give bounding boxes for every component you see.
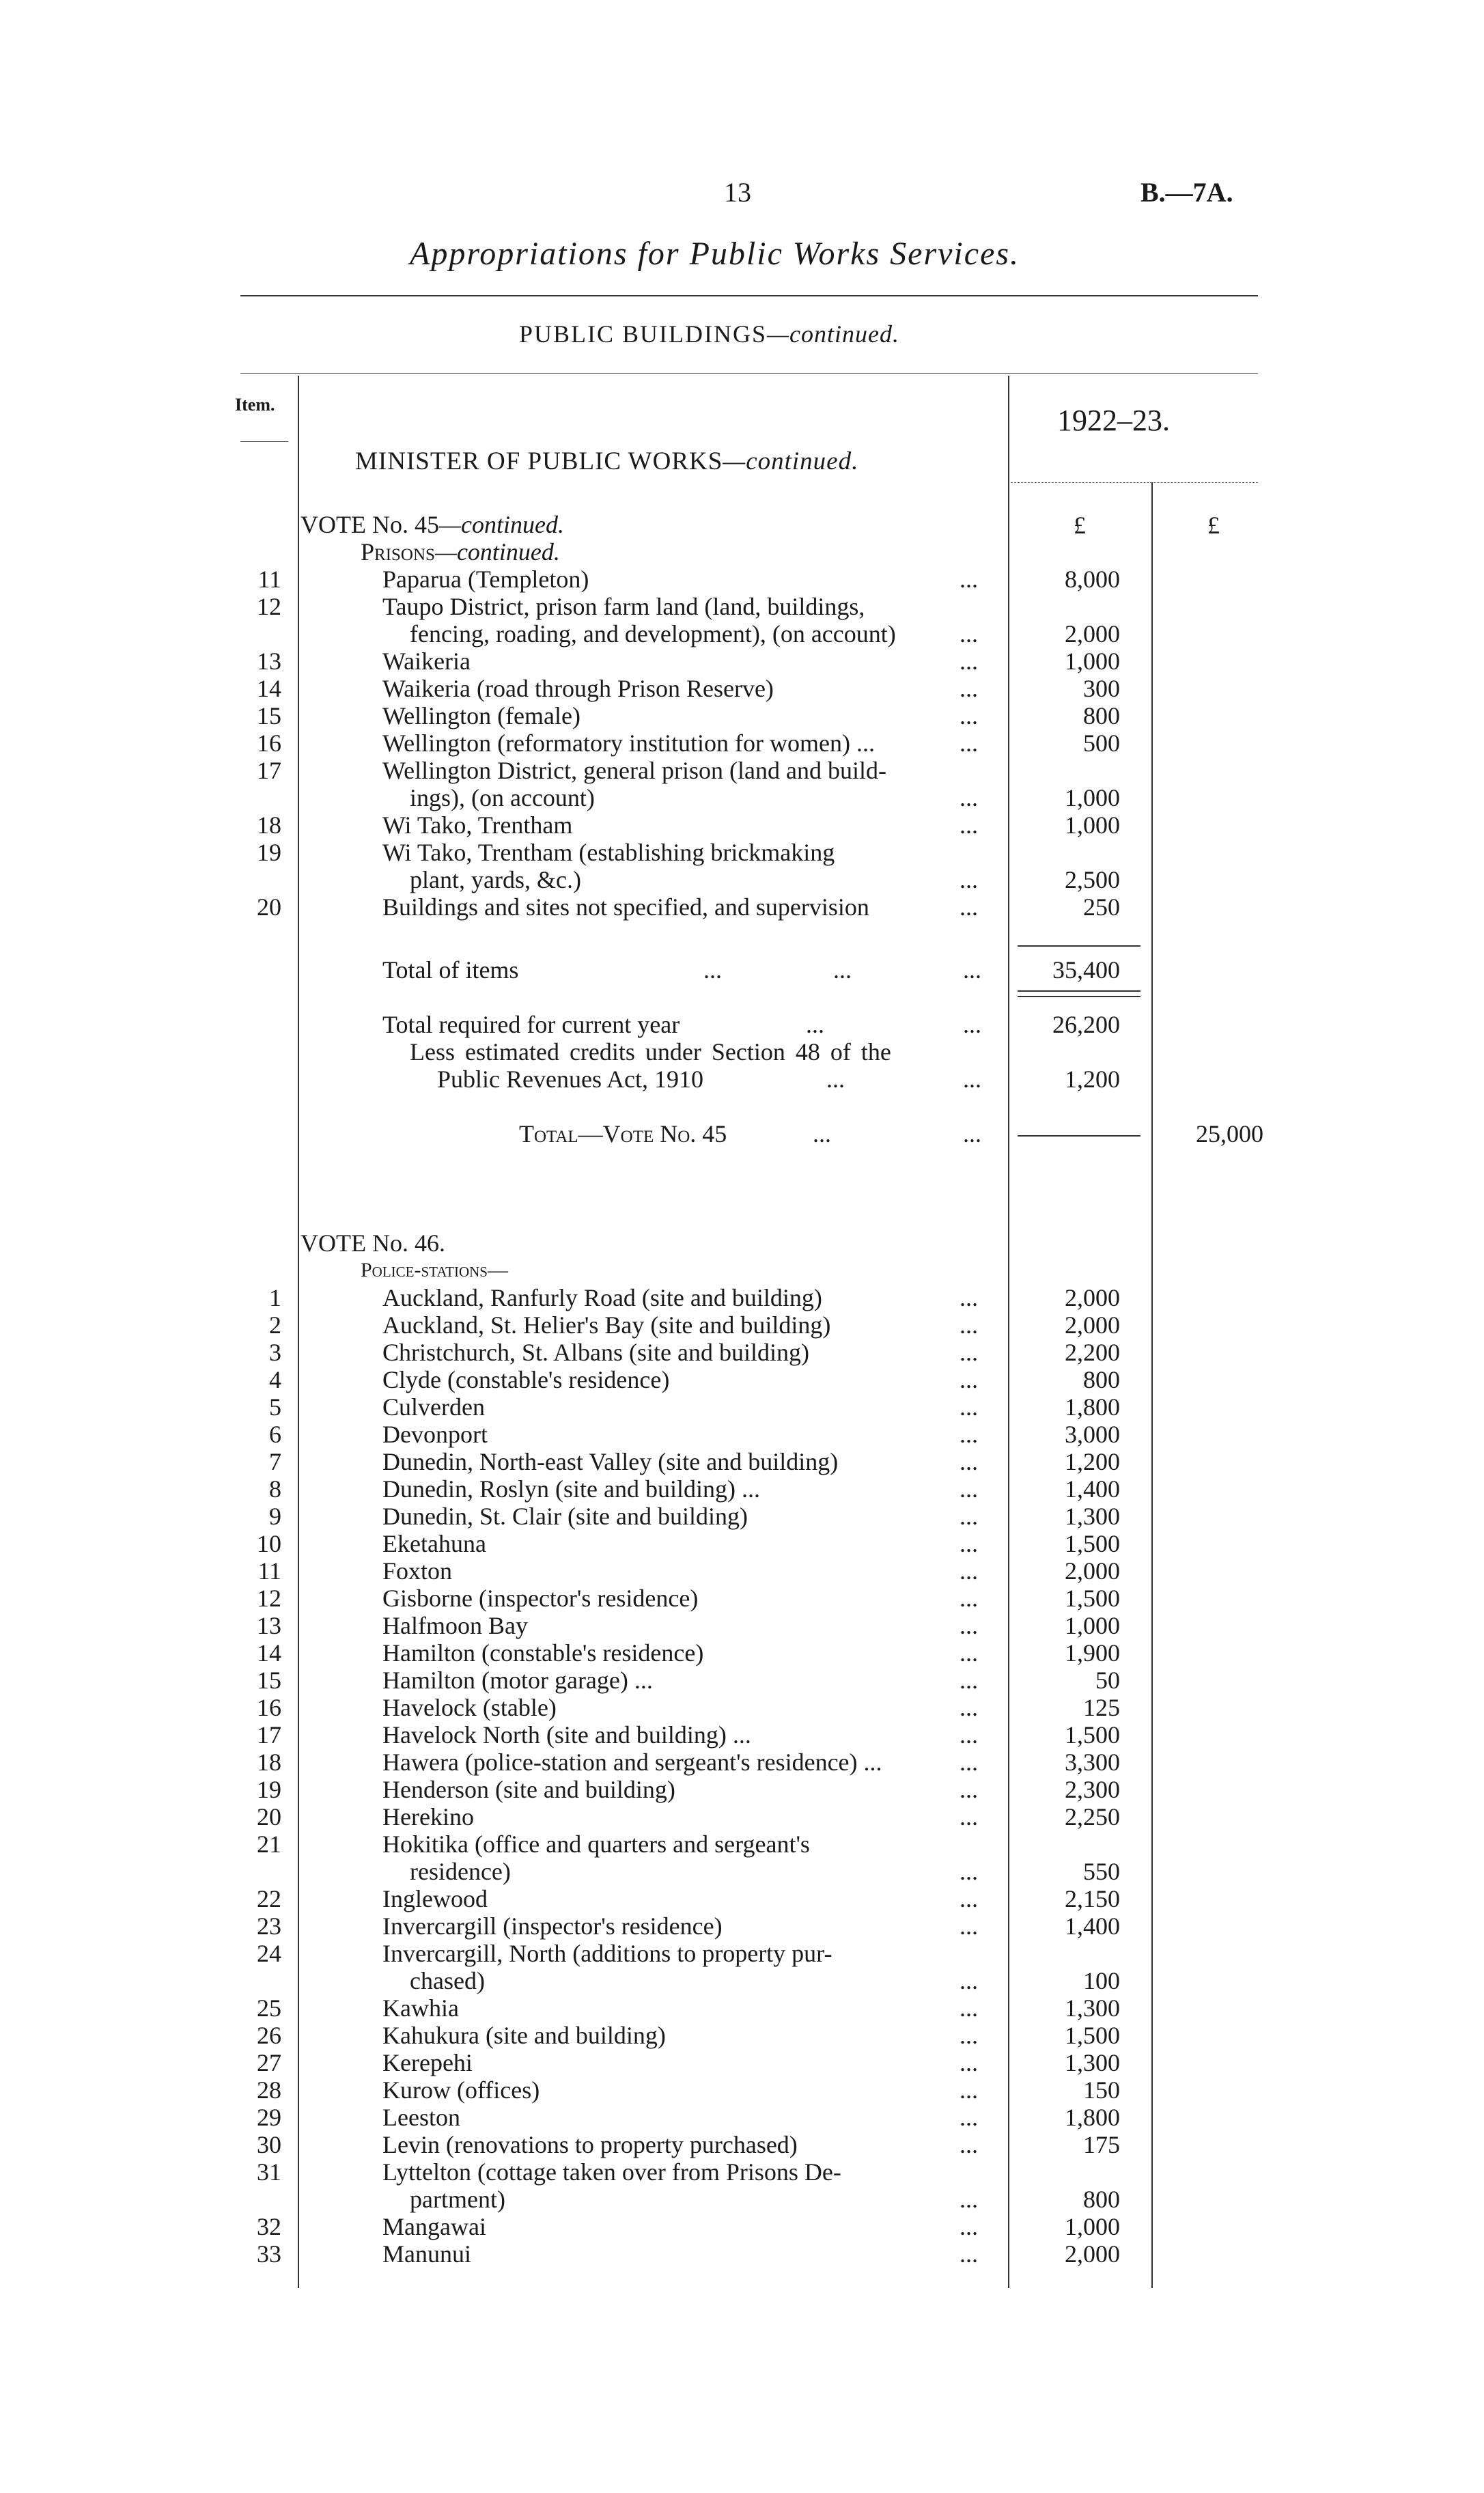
vote46-item-description: Invercargill, North (additions to property pur- [382,1940,832,1967]
vote46-item-amount: 1,300 [1065,1503,1120,1530]
vote46-item-number: 15 [257,1667,281,1694]
vote46-item-number: 29 [257,2104,281,2131]
vote46-item-number: 3 [269,1339,281,1366]
vote46-item-amount: 2,150 [1065,1885,1120,1912]
vote46-item-description: Leeston [382,2104,460,2131]
vote45-item-number: 11 [257,566,281,593]
item-header-rule [240,441,288,442]
vote46-item-description: Eketahuna [382,1530,486,1557]
vote46-item-number: 1 [269,1284,281,1311]
vote45-item-description: Waikeria (road through Prison Reserve) [382,675,774,702]
vote45-heading: VOTE No. 45—continued. [300,511,564,538]
less-label-2: Public Revenues Act, 1910 [437,1066,703,1093]
vote46-leader-dots: ... [960,1421,978,1448]
vote46-item-number: 2 [269,1311,281,1339]
vote46-leader-dots: ... [960,1311,978,1339]
vote46-item-amount: 1,300 [1065,1994,1120,2022]
vote46-item-amount: 550 [1083,1858,1120,1885]
currency-symbol-2: £ [1207,512,1220,539]
vote46-item-amount: 1,400 [1065,1475,1120,1503]
year-column-header: 1922–23. [1057,404,1170,437]
vote46-item-description: Kawhia [382,1994,459,2022]
vote45-item-amount: 1,000 [1065,811,1120,839]
subtotal-rule-1 [1018,945,1140,947]
vote46-leader-dots: ... [960,2186,978,2213]
vote45-item-amount: 300 [1083,675,1120,702]
vote46-item-description: Auckland, St. Helier's Bay (site and building) [382,1311,831,1339]
vote46-leader-dots: ... [960,2022,978,2049]
subtotal-rule-2 [1018,990,1140,992]
vote46-item-amount: 2,000 [1065,1311,1120,1339]
vote46-item-description: Devonport [382,1421,488,1448]
vote46-item-description: Hawera (police-station and sergeant's residence) ... [382,1749,882,1776]
year-header-rule [1011,482,1258,483]
vote46-item-description: Henderson (site and building) [382,1776,675,1803]
item-column-header: Item. [235,395,275,415]
vote46-leader-dots: ... [960,2104,978,2131]
vote46-item-amount: 1,800 [1065,2104,1120,2131]
vote45-leader-dots: ... [960,647,978,675]
vote46-leader-dots: ... [960,1530,978,1557]
vote46-item-number: 30 [257,2131,281,2158]
vote46-item-number: 27 [257,2049,281,2076]
vote46-item-description: partment) [410,2186,505,2213]
vote46-item-amount: 1,500 [1065,1721,1120,1749]
vote46-leader-dots: ... [960,2213,978,2240]
vote45-leader-dots: ... [960,893,978,921]
vote45-item-amount: 2,500 [1065,866,1120,893]
less-amount: 1,200 [1065,1066,1120,1093]
vote45-item-description: Buildings and sites not specified, and supervision [382,893,869,921]
vote46-leader-dots: ... [960,2076,978,2104]
subtotal-rule-3 [1018,996,1140,997]
vote46-item-amount: 3,300 [1065,1749,1120,1776]
vote46-item-description: Culverden [382,1393,485,1421]
vote46-leader-dots: ... [960,2240,978,2268]
vote46-item-amount: 1,500 [1065,2022,1120,2049]
vote46-item-amount: 1,500 [1065,1585,1120,1612]
vote46-item-number: 33 [257,2240,281,2268]
vote46-item-number: 23 [257,1912,281,1940]
vote46-item-description: Lyttelton (cottage taken over from Prisons De- [382,2158,841,2186]
vote46-item-number: 26 [257,2022,281,2049]
vote45-item-number: 18 [257,811,281,839]
vote46-item-number: 28 [257,2076,281,2104]
vote46-item-number: 14 [257,1639,281,1667]
vote46-item-amount: 1,000 [1065,2213,1120,2240]
document-reference: B.—7A. [1140,177,1233,208]
total-items-label: Total of items [382,956,519,984]
vote45-item-number: 19 [257,839,281,866]
vote46-item-number: 22 [257,1885,281,1912]
less-label-1: Less estimated credits under Section 48 of the [410,1038,891,1066]
vote46-item-description: Auckland, Ranfurly Road (site and building) [382,1284,822,1311]
vote46-item-number: 18 [257,1749,281,1776]
vote46-leader-dots: ... [960,1639,978,1667]
vote46-leader-dots: ... [960,1885,978,1912]
vote46-item-description: Inglewood [382,1885,488,1912]
vote46-item-number: 21 [257,1830,281,1858]
vote46-item-description: Clyde (constable's residence) [382,1366,670,1393]
minister-heading: MINISTER OF PUBLIC WORKS—continued. [355,447,859,475]
vote45-leader-dots: ... [960,784,978,811]
vote45-leader-dots: ... [960,620,978,647]
vote45-item-number: 20 [257,893,281,921]
vote46-item-number: 12 [257,1585,281,1612]
total-items-amount: 35,400 [1052,956,1120,984]
amount-column-rule [1151,482,1153,2288]
vote46-item-amount: 2,200 [1065,1339,1120,1366]
vote46-item-amount: 150 [1083,2076,1120,2104]
vote45-item-number: 15 [257,702,281,729]
vote46-leader-dots: ... [960,1475,978,1503]
required-amount: 26,200 [1052,1011,1120,1038]
vote46-item-description: Invercargill (inspector's residence) [382,1912,723,1940]
vote46-item-description: Kurow (offices) [382,2076,540,2104]
vote46-leader-dots: ... [960,1694,978,1721]
vote46-item-amount: 2,300 [1065,1776,1120,1803]
page-title: Appropriations for Public Works Services. [410,236,1020,272]
vote46-item-description: Gisborne (inspector's residence) [382,1585,699,1612]
vote45-leader-dots: ... [960,566,978,593]
vote46-item-description: Dunedin, North-east Valley (site and building) [382,1448,839,1475]
vote45-item-description: Taupo District, prison farm land (land, buildings, [382,593,865,620]
vote46-item-number: 8 [269,1475,281,1503]
vote45-item-number: 17 [257,757,281,784]
vote46-leader-dots: ... [960,1749,978,1776]
vote46-leader-dots: ... [960,1339,978,1366]
vote45-item-number: 16 [257,729,281,757]
vote46-leader-dots: ... [960,1912,978,1940]
vote46-item-description: Kahukura (site and building) [382,2022,666,2049]
vote46-leader-dots: ... [960,1612,978,1639]
vote46-leader-dots: ... [960,1284,978,1311]
vote45-item-amount: 250 [1083,893,1120,921]
vote45-item-description: Paparua (Templeton) [382,566,589,593]
vote45-item-description: fencing, roading, and development), (on account) [410,620,896,647]
vote45-leader-dots: ... [960,675,978,702]
vote45-leader-dots: ... [960,702,978,729]
vote45-item-description: Wellington (female) [382,702,580,729]
vote46-leader-dots: ... [960,1393,978,1421]
vote46-item-number: 5 [269,1393,281,1421]
vote46-leader-dots: ... [960,1557,978,1585]
vote46-subheading: Police-stations— [361,1259,508,1281]
currency-symbol-1: £ [1074,512,1086,539]
vote46-leader-dots: ... [960,1721,978,1749]
vote46-leader-dots: ... [960,1503,978,1530]
vote46-leader-dots: ... [960,1585,978,1612]
vote46-item-description: residence) [410,1858,511,1885]
vote46-leader-dots: ... [960,1967,978,1994]
vote46-leader-dots: ... [960,1448,978,1475]
vote46-item-description: chased) [410,1967,485,1994]
vote45-item-amount: 2,000 [1065,620,1120,647]
vote45-total-amount: 25,000 [1196,1120,1263,1147]
vote46-item-amount: 125 [1083,1694,1120,1721]
vote46-item-amount: 1,300 [1065,2049,1120,2076]
vote46-leader-dots: ... [960,1366,978,1393]
vote46-item-amount: 100 [1083,1967,1120,1994]
vote45-item-amount: 1,000 [1065,647,1120,675]
vote46-item-amount: 1,200 [1065,1448,1120,1475]
vote46-item-number: 10 [257,1530,281,1557]
vote45-leader-dots: ... [960,811,978,839]
vote46-item-number: 17 [257,1721,281,1749]
vote45-item-description: Wi Tako, Trentham (establishing brickmaking [382,839,835,866]
vote46-heading: VOTE No. 46. [300,1229,445,1257]
vote46-item-amount: 1,400 [1065,1912,1120,1940]
vote46-item-number: 11 [257,1557,281,1585]
vote46-item-number: 13 [257,1612,281,1639]
vote46-item-description: Dunedin, St. Clair (site and building) [382,1503,748,1530]
vote46-item-description: Havelock (stable) [382,1694,557,1721]
vote46-item-description: Hamilton (constable's residence) [382,1639,704,1667]
vote46-item-description: Foxton [382,1557,453,1585]
vote46-item-amount: 175 [1083,2131,1120,2158]
vote46-item-description: Levin (renovations to property purchased) [382,2131,798,2158]
vote46-item-description: Christchurch, St. Albans (site and building) [382,1339,809,1366]
vote46-leader-dots: ... [960,2131,978,2158]
vote45-item-number: 12 [257,593,281,620]
vote46-item-amount: 1,000 [1065,1612,1120,1639]
vote46-item-number: 9 [269,1503,281,1530]
vote45-item-amount: 800 [1083,702,1120,729]
vote46-item-number: 32 [257,2213,281,2240]
vote46-leader-dots: ... [960,1776,978,1803]
vote45-item-description: ings), (on account) [410,784,595,811]
title-rule [240,295,1258,296]
vote46-item-number: 25 [257,1994,281,2022]
vote46-item-amount: 2,000 [1065,2240,1120,2268]
vote46-item-description: Herekino [382,1803,474,1830]
vote46-item-number: 6 [269,1421,281,1448]
vote46-item-amount: 50 [1095,1667,1120,1694]
vote46-item-number: 19 [257,1776,281,1803]
vote45-item-amount: 8,000 [1065,566,1120,593]
vote46-leader-dots: ... [960,1858,978,1885]
vote45-item-amount: 1,000 [1065,784,1120,811]
vote46-item-description: Halfmoon Bay [382,1612,528,1639]
vote46-item-amount: 800 [1083,2186,1120,2213]
vote45-item-amount: 500 [1083,729,1120,757]
vote46-leader-dots: ... [960,1994,978,2022]
vote46-leader-dots: ... [960,1803,978,1830]
vote46-item-amount: 2,250 [1065,1803,1120,1830]
vote46-item-description: Manunui [382,2240,471,2268]
vote46-item-number: 24 [257,1940,281,1967]
vote46-item-number: 31 [257,2158,281,2186]
vote45-item-number: 14 [257,675,281,702]
section-title: PUBLIC BUILDINGS—continued. [519,320,899,348]
vote45-leader-dots: ... [960,729,978,757]
vote46-item-number: 16 [257,1694,281,1721]
vote46-item-number: 4 [269,1366,281,1393]
vote46-item-amount: 1,500 [1065,1530,1120,1557]
vote45-total-rule [1018,1135,1140,1137]
vote46-item-description: Mangawai [382,2213,486,2240]
vote45-item-description: Wellington District, general prison (land and build- [382,757,886,784]
vote46-item-amount: 2,000 [1065,1557,1120,1585]
table-top-rule [240,373,1258,374]
vote46-item-number: 20 [257,1803,281,1830]
vote46-item-description: Dunedin, Roslyn (site and building) ... [382,1475,760,1503]
vote45-item-description: plant, yards, &c.) [410,866,581,893]
vote45-item-description: Wellington (reformatory institution for women) ... [382,729,875,757]
required-label: Total required for current year [382,1011,680,1038]
vote46-item-amount: 1,800 [1065,1393,1120,1421]
vote45-item-description: Wi Tako, Trentham [382,811,573,839]
page-number: 13 [724,177,751,208]
vote45-item-description: Waikeria [382,647,471,675]
vote46-item-description: Hokitika (office and quarters and sergeant's [382,1830,810,1858]
vote46-item-description: Kerepehi [382,2049,473,2076]
item-column-rule [298,376,299,2288]
vote45-item-number: 13 [257,647,281,675]
vote45-total-label: Total—Vote No. 45 [519,1120,727,1147]
vote46-item-description: Hamilton (motor garage) ... [382,1667,653,1694]
vote46-item-amount: 1,900 [1065,1639,1120,1667]
vote46-item-amount: 800 [1083,1366,1120,1393]
vote45-leader-dots: ... [960,866,978,893]
vote46-item-description: Havelock North (site and building) ... [382,1721,751,1749]
vote46-item-amount: 3,000 [1065,1421,1120,1448]
vote46-item-number: 7 [269,1448,281,1475]
vote46-leader-dots: ... [960,1667,978,1694]
vote46-leader-dots: ... [960,2049,978,2076]
vote45-subheading: Prisons—continued. [361,538,560,566]
vote46-item-amount: 2,000 [1065,1284,1120,1311]
